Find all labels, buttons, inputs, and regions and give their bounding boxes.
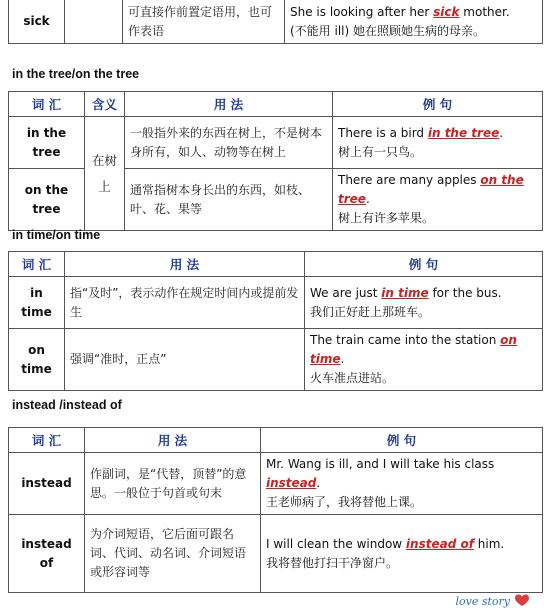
table-row <box>9 0 543 44</box>
example-cell <box>333 117 543 169</box>
example-cn: (不能用 ill) 她在照顾她生病的母亲。 <box>290 23 485 38</box>
section-title-tree: in the tree/on the tree <box>12 67 140 81</box>
word-cell: on time <box>9 329 65 391</box>
highlight-phrase: in time <box>381 285 429 300</box>
example-cn: 树上有一只鸟。 <box>338 144 423 159</box>
table-row <box>9 329 543 391</box>
usage-cell: 作副词，是“代替，顶替”的意思。一般位于句首或句末 <box>85 453 261 515</box>
example-en: She is looking after her sick mother. <box>290 4 510 19</box>
example-en: There is a bird in the tree. <box>338 125 504 140</box>
meaning-cell: 在树 上 <box>85 117 125 231</box>
word-cell: on the tree <box>9 169 85 231</box>
example-en: We are just in time for the bus. <box>310 285 502 300</box>
example-cn: 王老师病了，我将替他上课。 <box>266 495 423 509</box>
section-title-instead: instead /instead of <box>12 398 122 412</box>
word-cell: in time <box>9 277 65 329</box>
header-example: 例 句 <box>333 92 543 117</box>
example-cn: 我将替他打扫干净窗户。 <box>266 555 399 570</box>
tree-table <box>8 91 543 231</box>
header-word: 词 汇 <box>9 252 65 277</box>
header-example: 例 句 <box>305 252 543 277</box>
sick-table <box>8 0 543 44</box>
highlight-phrase: on the tree <box>338 173 524 206</box>
example-cell <box>305 277 543 329</box>
example-en: Mr. Wang is ill, and I will take his class instead. <box>266 457 495 490</box>
highlight-phrase: instead of <box>405 536 474 551</box>
header-example: 例 句 <box>261 428 543 453</box>
highlight-phrase: sick <box>433 4 460 19</box>
header-usage: 用 法 <box>65 252 305 277</box>
highlight-phrase: on time <box>310 333 517 366</box>
empty-cell <box>65 0 123 44</box>
time-table <box>8 251 543 391</box>
watermark <box>446 591 536 609</box>
table-row <box>9 277 543 329</box>
example-cell <box>333 169 543 231</box>
example-cell <box>285 0 543 44</box>
section-title-time: in time/on time <box>12 228 101 242</box>
example-cn: 树上有许多苹果。 <box>338 211 435 225</box>
header-usage: 用 法 <box>125 92 333 117</box>
example-en: There are many apples on the tree. <box>338 173 524 206</box>
example-en: The train came into the station on time. <box>310 333 517 366</box>
header-word: 词 汇 <box>9 428 85 453</box>
header-meaning: 含义 <box>85 92 125 117</box>
heart-icon <box>514 593 530 607</box>
header-word: 词 汇 <box>9 92 85 117</box>
highlight-phrase: in the tree <box>427 125 500 140</box>
usage-cell: 指“及时”，表示动作在规定时间内或提前发生 <box>65 277 305 329</box>
example-cn: 火车准点进站。 <box>310 371 395 385</box>
table-row <box>9 515 543 593</box>
instead-table <box>8 427 543 593</box>
example-cn: 我们正好赶上那班车。 <box>310 304 431 319</box>
word-cell: sick <box>9 0 65 44</box>
watermark-text: love story <box>455 595 510 608</box>
table-row <box>9 117 543 169</box>
word-cell: in the tree <box>9 117 85 169</box>
word-cell: instead of <box>9 515 85 593</box>
header-row <box>9 92 543 117</box>
usage-cell: 强调“准时，正点” <box>65 329 305 391</box>
example-cell <box>261 515 543 593</box>
header-row <box>9 428 543 453</box>
usage-cell: 为介词短语，它后面可跟名词、代词、动名词、介词短语或形容词等 <box>85 515 261 593</box>
highlight-phrase: instead <box>266 476 317 490</box>
usage-cell: 一般指外来的东西在树上，不是树本身所有，如人、动物等在树上 <box>125 117 333 169</box>
example-en: I will clean the window instead of him. <box>266 536 505 551</box>
usage-cell: 通常指树本身长出的东西，如枝、叶、花、果等 <box>125 169 333 231</box>
word-cell: instead <box>9 453 85 515</box>
header-row <box>9 252 543 277</box>
example-cell <box>305 329 543 391</box>
header-usage: 用 法 <box>85 428 261 453</box>
table-row <box>9 453 543 515</box>
usage-cell: 可直接作前置定语用，也可作表语 <box>123 0 285 44</box>
example-cell <box>261 453 543 515</box>
